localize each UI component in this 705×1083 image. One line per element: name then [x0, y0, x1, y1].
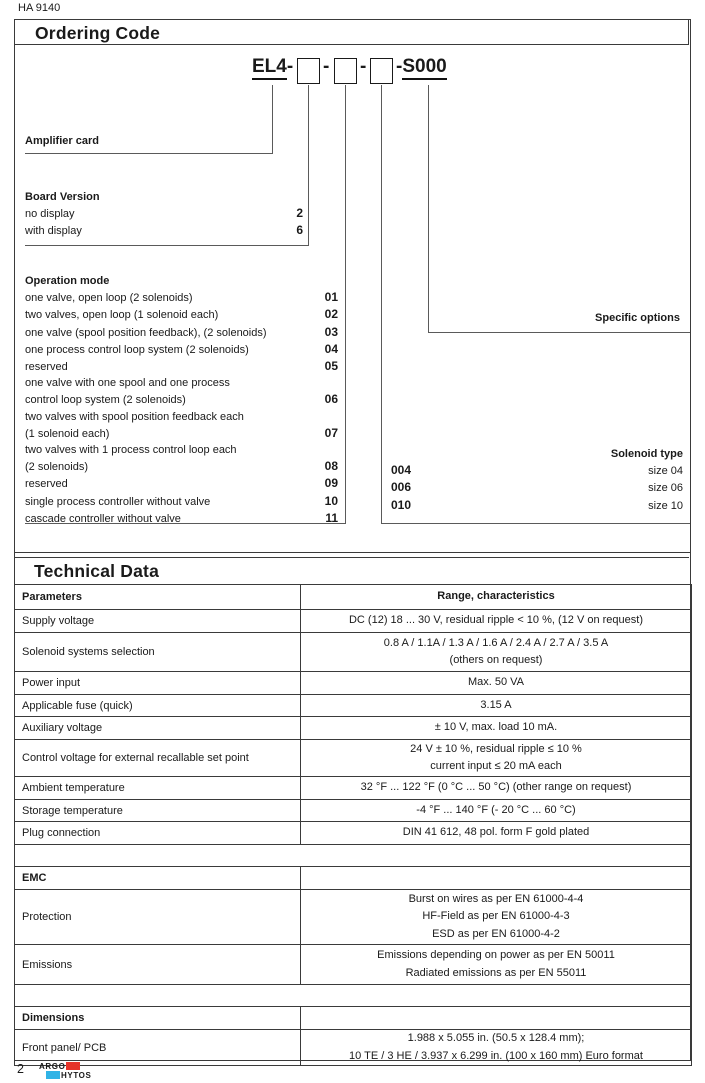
value-cell: ± 10 V, max. load 10 mA.: [301, 717, 692, 740]
code-dash-2: -: [323, 56, 330, 77]
table-row: [15, 800, 692, 822]
option-code: 6: [296, 223, 303, 238]
operation-mode-item: [25, 289, 338, 306]
operation-mode-item: [25, 493, 338, 510]
option-text: reserved: [25, 361, 68, 374]
logo-row-top: [39, 1062, 91, 1071]
board-version-item: [25, 205, 303, 222]
specific-options-label: Specific options: [595, 312, 680, 324]
dimensions-header-row: [15, 1007, 692, 1030]
option-code: 004: [391, 463, 412, 478]
param-cell: Control voltage for external recallable set point: [15, 740, 301, 777]
section-divider: [14, 552, 690, 553]
option-code: 05: [324, 359, 338, 374]
table-row: [15, 1030, 692, 1066]
option-text: size 06: [648, 482, 683, 495]
table-row: [15, 890, 692, 945]
underline-solenoid-type: [381, 523, 690, 524]
emc-label: EMC: [15, 867, 301, 890]
value-cell: [301, 740, 692, 777]
param-cell: Plug connection: [15, 822, 301, 845]
value-line: 1.988 x 5.055 in. (50.5 x 128.4 mm);: [407, 1032, 585, 1044]
code-prefix: [252, 56, 293, 78]
table-row: [15, 945, 692, 985]
option-text: control loop system (2 solenoids): [25, 394, 186, 407]
board-version-block: [25, 189, 303, 240]
option-code: 07: [324, 425, 338, 440]
connector-board-version: [308, 85, 309, 245]
value-cell: 32 °F ... 122 °F (0 °C ... 50 °C) (other range on request): [301, 777, 692, 800]
option-code: 11: [325, 510, 338, 525]
value-line: 10 TE / 3 HE / 3.937 x 6.299 in. (100 x 160 mm) Euro format: [349, 1049, 643, 1062]
solenoid-type-item: [391, 479, 683, 496]
connector-specific-options: [428, 85, 429, 332]
value-line: HF-Field as per EN 61000-4-3: [422, 910, 570, 923]
code-suffix-text: S000: [402, 56, 446, 80]
underline-amplifier-card: [25, 153, 273, 154]
option-code: 02: [324, 307, 338, 322]
logo-text-hytos: HYTOS: [61, 1071, 92, 1080]
document-number: HA 9140: [18, 2, 61, 14]
table-row: [15, 633, 692, 672]
operation-mode-block: [25, 273, 338, 527]
option-text: reserved: [25, 478, 68, 491]
param-cell: Ambient temperature: [15, 777, 301, 800]
logo-cyan-rect: [46, 1071, 60, 1079]
table-row: [15, 610, 692, 633]
value-cell: Max. 50 VA: [301, 672, 692, 695]
option-code: 08: [324, 459, 338, 474]
option-code: 01: [324, 290, 338, 305]
argo-hytos-logo: [39, 1062, 91, 1080]
option-code: 06: [324, 392, 338, 407]
table-row: [15, 777, 692, 800]
board-version-item: [25, 222, 303, 239]
logo-row-bottom: [39, 1071, 91, 1080]
technical-data-title: Technical Data: [14, 557, 689, 584]
option-code: 03: [324, 324, 338, 339]
option-text: cascade controller without valve: [25, 512, 181, 525]
param-cell: Emissions: [15, 945, 301, 985]
value-line: current input ≤ 20 mA each: [430, 760, 562, 772]
param-cell: Auxiliary voltage: [15, 717, 301, 740]
value-line: Emissions depending on power as per EN 50011: [377, 949, 615, 961]
code-prefix-text: EL4: [252, 56, 287, 80]
page-number: 2: [17, 1062, 24, 1076]
table-row: [15, 695, 692, 717]
code-dash-3: -: [360, 56, 367, 77]
emc-header-row: [15, 867, 692, 890]
option-text: two valves with spool position feedback each: [25, 410, 244, 423]
value-line: 0.8 A / 1.1A / 1.3 A / 1.6 A / 2.4 A / 2.7 A / 3.5 A: [383, 636, 609, 649]
option-text: (2 solenoids): [25, 461, 88, 474]
spacer-cell: [15, 845, 692, 867]
solenoid-type-item: [391, 497, 683, 514]
table-row: [15, 672, 692, 695]
ordering-code-title: Ordering Code: [14, 19, 689, 45]
operation-mode-item: [25, 306, 338, 323]
option-text: single process controller without valve: [25, 495, 211, 508]
value-cell: [301, 633, 692, 672]
option-text: size 04: [648, 465, 683, 478]
empty-cell: [301, 867, 692, 890]
dimensions-label: Dimensions: [15, 1007, 301, 1030]
operation-mode-item: [25, 375, 338, 391]
operation-mode-item: [25, 510, 338, 527]
param-cell: Protection: [15, 890, 301, 945]
option-text: one valve with one spool and one process: [25, 377, 230, 390]
option-code: 10: [324, 493, 338, 508]
value-cell: [301, 945, 692, 985]
param-cell: Supply voltage: [15, 610, 301, 633]
table-row: [15, 717, 692, 740]
value-cell: DIN 41 612, 48 pol. form F gold plated: [301, 822, 692, 845]
operation-mode-item: [25, 391, 338, 408]
logo-red-rect: [66, 1062, 80, 1070]
value-cell: 3.15 A: [301, 695, 692, 717]
option-text: (1 solenoid each): [25, 427, 110, 440]
operation-mode-item: [25, 425, 338, 442]
option-text: size 10: [648, 499, 683, 512]
board-version-label: Board Version: [25, 191, 100, 203]
empty-cell: [301, 1007, 692, 1030]
option-code: 09: [324, 476, 338, 491]
spacer-row: [15, 845, 692, 867]
underline-specific-options: [428, 332, 690, 333]
operation-mode-item: [25, 409, 338, 425]
col-header-range: Range, characteristics: [301, 585, 692, 610]
option-text: one valve, open loop (2 solenoids): [25, 292, 193, 305]
connector-amplifier-card: [272, 85, 273, 154]
code-box-solenoid-type: [370, 58, 393, 84]
value-line: Burst on wires as per EN 61000-4-4: [408, 892, 584, 905]
code-dash-4: -: [396, 56, 403, 77]
value-line: (others on request): [449, 654, 543, 666]
value-line: 24 V ± 10 %, residual ripple ≤ 10 %: [410, 742, 582, 755]
option-code: 2: [296, 206, 303, 221]
option-text: two valves, open loop (1 solenoid each): [25, 309, 219, 322]
code-dash-1: -: [286, 56, 294, 77]
operation-mode-label: Operation mode: [25, 275, 110, 287]
table-header-row: [15, 585, 692, 610]
connector-solenoid-type: [381, 85, 382, 523]
option-text: one valve (spool position feedback), (2 solenoids): [25, 326, 267, 339]
operation-mode-item: [25, 341, 338, 358]
table-row: [15, 740, 692, 777]
param-cell: Power input: [15, 672, 301, 695]
solenoid-type-item: [391, 462, 683, 479]
param-cell: Applicable fuse (quick): [15, 695, 301, 717]
operation-mode-item: [25, 324, 338, 341]
table-row: [15, 822, 692, 845]
value-line: ESD as per EN 61000-4-2: [432, 927, 560, 940]
code-box-board-version: [297, 58, 320, 84]
logo-text-argo: ARGO: [39, 1062, 66, 1071]
param-cell: Front panel/ PCB: [15, 1030, 301, 1066]
connector-operation-mode: [345, 85, 346, 523]
param-cell: Solenoid systems selection: [15, 633, 301, 672]
operation-mode-item: [25, 458, 338, 475]
technical-data-table: [14, 584, 692, 1066]
code-suffix: [396, 56, 447, 78]
operation-mode-item: [25, 475, 338, 492]
operation-mode-item: [25, 358, 338, 375]
option-code: 006: [391, 480, 412, 495]
option-code: 010: [391, 497, 412, 512]
value-cell: [301, 1030, 692, 1066]
option-text: with display: [25, 225, 82, 238]
spacer-row: [15, 985, 692, 1007]
option-text: one process control loop system (2 solenoids): [25, 343, 249, 356]
option-text: two valves with 1 process control loop each: [25, 444, 237, 457]
spacer-cell: [15, 985, 692, 1007]
solenoid-type-block: [391, 446, 683, 514]
underline-board-version: [25, 245, 309, 246]
value-cell: DC (12) 18 ... 30 V, residual ripple < 10 %, (12 V on request): [301, 610, 692, 633]
amplifier-card-label: Amplifier card: [25, 135, 99, 147]
param-cell: Storage temperature: [15, 800, 301, 822]
operation-mode-item: [25, 442, 338, 458]
code-box-operation-mode: [334, 58, 357, 84]
option-code: 04: [324, 341, 338, 356]
col-header-parameters: Parameters: [15, 585, 301, 610]
solenoid-type-label: Solenoid type: [610, 448, 683, 460]
value-line: Radiated emissions as per EN 55011: [405, 966, 587, 979]
value-cell: -4 °F ... 140 °F (- 20 °C ... 60 °C): [301, 800, 692, 822]
option-text: no display: [25, 208, 75, 221]
value-cell: [301, 890, 692, 945]
